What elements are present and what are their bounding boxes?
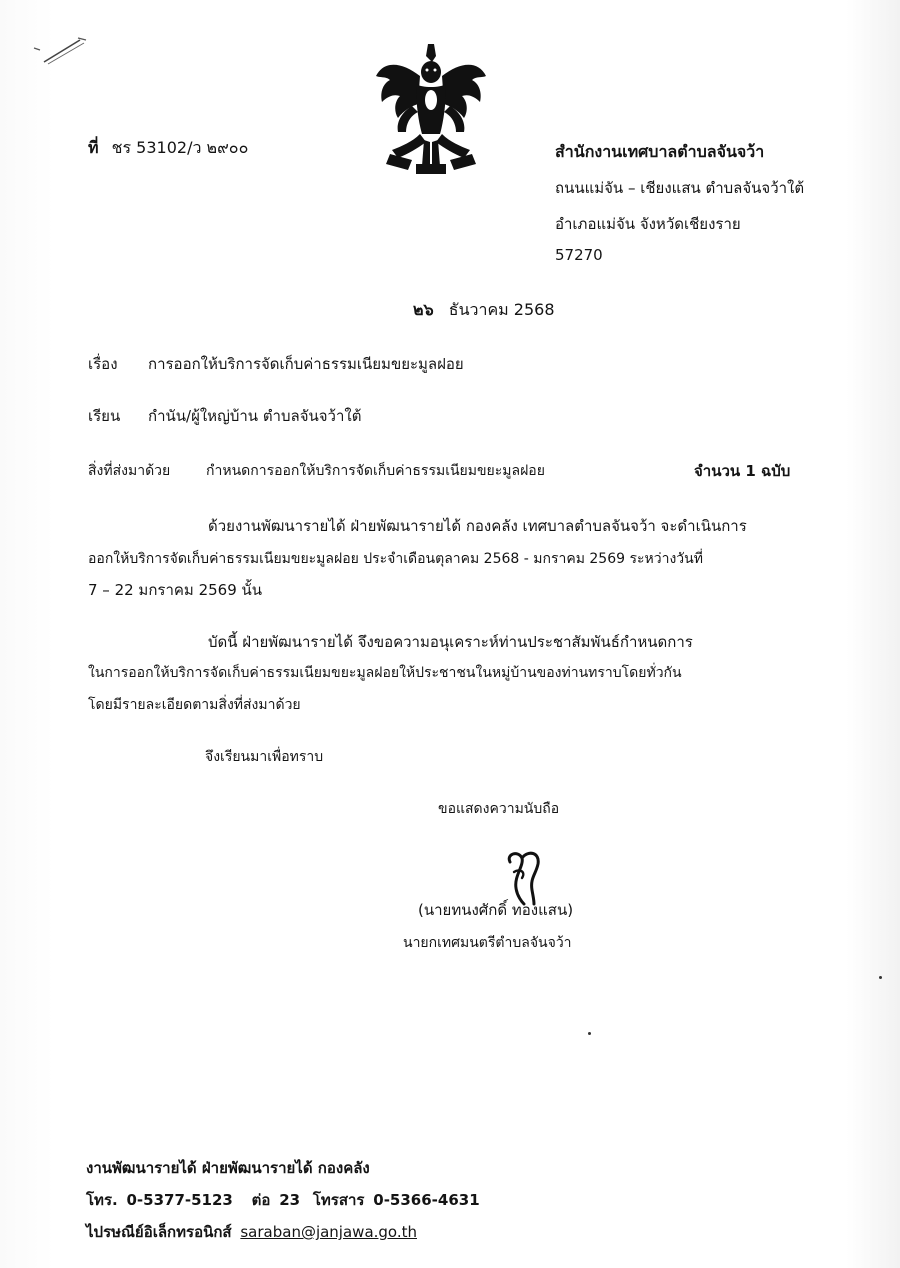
- phone-label: โทร.: [86, 1191, 118, 1209]
- extension-number: 23: [279, 1191, 301, 1209]
- document-date: [413, 298, 555, 323]
- paragraph2-line2: ในการออกให้บริการจัดเก็บค่าธรรมเนียมขยะมูลฝอยให้ประชาชนในหมู่บ้านของท่านทราบโดยทั่วกัน: [88, 665, 682, 681]
- phone-number: 0-5377-5123: [126, 1191, 233, 1209]
- paragraph1-line3: 7 – 22 มกราคม 2569 นั้น: [88, 581, 263, 599]
- paragraph1-line2: ออกให้บริการจัดเก็บค่าธรรมเนียมขยะมูลฝอย ประจำเดือนตุลาคม 2568 - มกราคม 2569 ระหว่างวันที่: [88, 551, 703, 567]
- footer-email-line: [86, 1220, 417, 1244]
- office-name: สำนักงานเทศบาลตำบลจันจว้า: [555, 142, 765, 161]
- paragraph2-line1: บัดนี้ ฝ่ายพัฒนารายได้ จึงขอความอนุเคราะห์ท่านประชาสัมพันธ์กำหนดการ: [208, 633, 693, 651]
- enclosure-label: สิ่งที่ส่งมาด้วย: [88, 463, 171, 479]
- pen-mark-icon: [30, 34, 90, 68]
- footer-department: งานพัฒนารายได้ ฝ่ายพัฒนารายได้ กองคลัง: [86, 1159, 370, 1177]
- office-postcode: 57270: [555, 246, 603, 264]
- office-district-line: อำเภอแม่จัน จังหวัดเชียงราย: [555, 215, 741, 233]
- extension-label: ต่อ: [251, 1191, 271, 1209]
- fax-number: 0-5366-4631: [373, 1191, 480, 1209]
- email-link[interactable]: saraban@janjawa.go.th: [240, 1223, 417, 1241]
- reference-label: ที่: [88, 138, 99, 157]
- paragraph1-line1: ด้วยงานพัฒนารายได้ ฝ่ายพัฒนารายได้ กองคลัง เทศบาลตำบลจันจว้า จะดำเนินการ: [208, 517, 747, 535]
- signatory-title: นายกเทศมนตรีตำบลจันจว้า: [403, 935, 572, 951]
- closing-line: จึงเรียนมาเพื่อทราบ: [205, 749, 324, 765]
- signatory-name: (นายทนงศักดิ์ ทองแสน): [418, 901, 574, 919]
- fax-label: โทรสาร: [312, 1191, 365, 1209]
- enclosure-text: กำหนดการออกให้บริการจัดเก็บค่าธรรมเนียมขยะมูลฝอย: [206, 463, 545, 479]
- date-month-year: ธันวาคม 2568: [448, 300, 555, 319]
- recipient-label: เรียน: [88, 407, 121, 425]
- speck: [879, 976, 882, 979]
- email-label: ไปรษณีย์อิเล็กทรอนิกส์: [86, 1223, 232, 1241]
- regards-line: ขอแสดงความนับถือ: [438, 801, 560, 817]
- reference-line: [88, 136, 248, 161]
- footer-contact-line: [86, 1188, 480, 1212]
- subject-label: เรื่อง: [88, 355, 118, 373]
- enclosure-quantity: จำนวน 1 ฉบับ: [694, 462, 791, 480]
- reference-number: ชร 53102/ว ๒๙๐๐: [111, 138, 249, 157]
- subject-text: การออกให้บริการจัดเก็บค่าธรรมเนียมขยะมูลฝอย: [148, 355, 464, 373]
- recipient-text: กำนัน/ผู้ใหญ่บ้าน ตำบลจันจว้าใต้: [148, 407, 362, 425]
- date-day: ๒๖: [413, 300, 434, 319]
- paragraph2-line3: โดยมีรายละเอียดตามสิ่งที่ส่งมาด้วย: [88, 697, 301, 713]
- office-address-line: ถนนแม่จัน – เชียงแสน ตำบลจันจว้าใต้: [555, 179, 805, 197]
- garuda-emblem-icon: [372, 42, 490, 176]
- speck: [588, 1032, 591, 1035]
